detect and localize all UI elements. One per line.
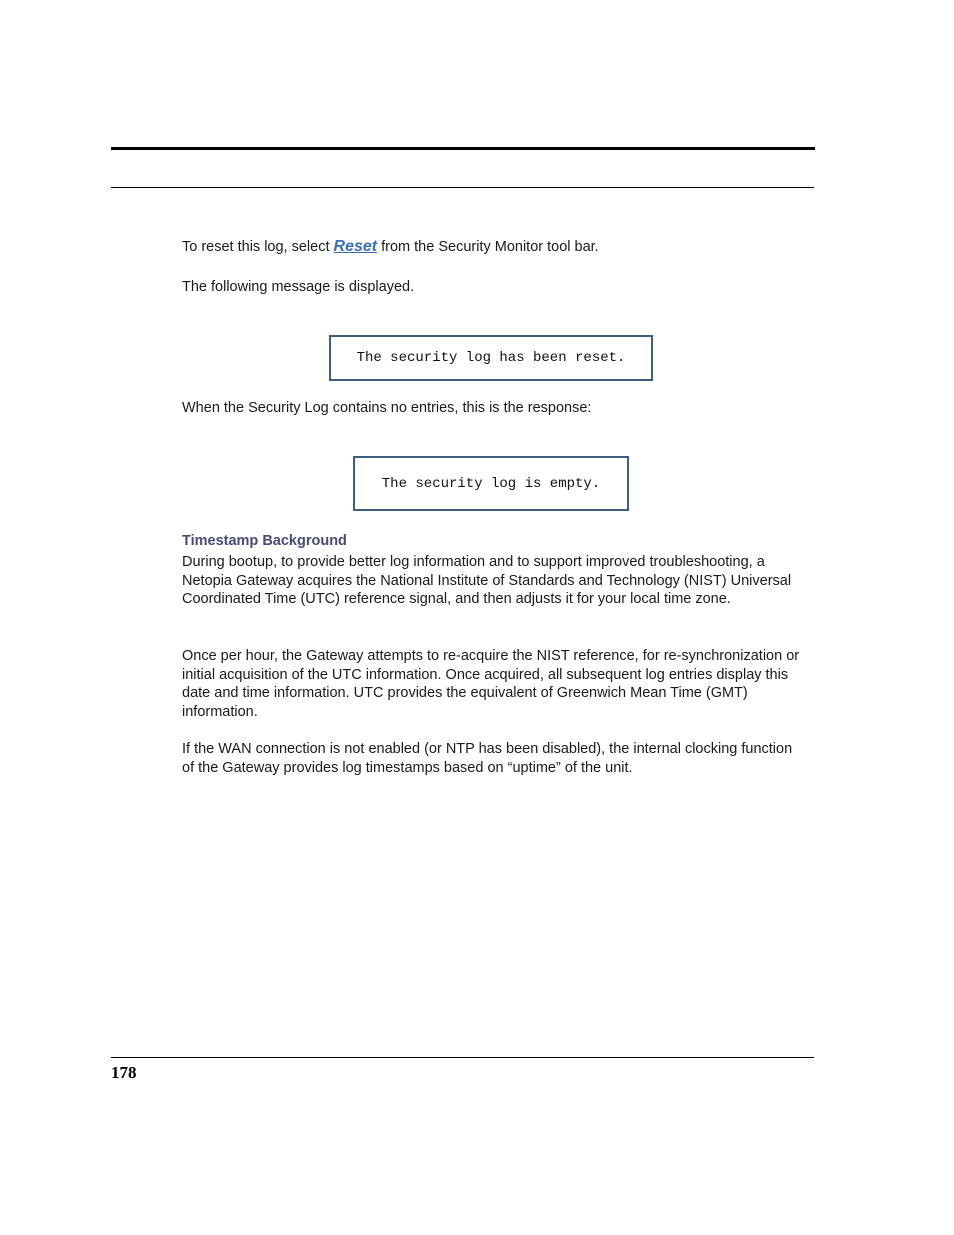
reset-message-text: The security log has been reset.	[356, 350, 626, 366]
hourly-paragraph: Once per hour, the Gateway attempts to re-acquire the NIST reference, for re-synchronization or initial acquisition of the UTC information. Once acquired, all subsequent log entries display this date and time information. UTC provides the equivalent of Greenwich Mean Time (GMT) information.	[182, 648, 800, 721]
reset-instruction	[182, 238, 802, 257]
header-rule-thin	[111, 187, 814, 188]
footer-rule	[111, 1057, 814, 1058]
page-number: 178	[111, 1063, 137, 1082]
section-heading: Timestamp Background	[182, 533, 347, 549]
reset-link[interactable]: Reset	[333, 238, 378, 255]
empty-intro-text: When the Security Log contains no entries, this is the response:	[182, 400, 592, 416]
bootup-paragraph: During bootup, to provide better log information and to support improved troubleshooting, a Netopia Gateway acquires the National Institute of Standards and Technology (NIST) Universal Coordinated Time (UTC) reference signal, and then adjusts it for your local time zone.	[182, 554, 792, 608]
following-message-text: The following message is displayed.	[182, 279, 415, 295]
wan-paragraph: If the WAN connection is not enabled (or NTP has been disabled), the internal clocking function of the Gateway provides log timestamps based on “uptime” of the unit.	[182, 741, 793, 776]
empty-message-box	[353, 456, 629, 511]
empty-message-text: The security log is empty.	[381, 475, 601, 492]
reset-instruction-after: from the Security Monitor tool bar.	[377, 239, 599, 255]
reset-message-box	[329, 335, 653, 381]
reset-instruction-before: To reset this log, select	[182, 239, 334, 255]
header-rule-thick	[111, 147, 815, 150]
